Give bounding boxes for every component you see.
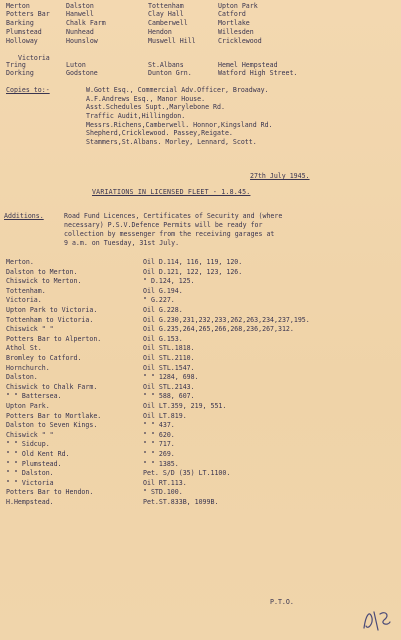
fleet-row-vehicles: Oil D.114, 116, 119, 120.: [143, 258, 243, 266]
fleet-row-vehicles: " " 1284, 698.: [143, 373, 199, 382]
garage-cell: Clay Hall: [148, 10, 184, 18]
fleet-row-garage: Chiswick to Merton.: [6, 277, 82, 286]
additions-line: Road Fund Licences, Certificates of Security and (where: [64, 212, 283, 220]
holloway-subnote: Victoria: [18, 54, 50, 62]
garage-cell: Plumstead: [6, 28, 42, 36]
garage-cell: Upton Park: [218, 2, 258, 10]
garage-cell: Merton: [6, 2, 30, 10]
fleet-row-vehicles: " D.124, 125.: [143, 277, 195, 286]
fleet-row-garage: Chiswick " ": [6, 325, 54, 334]
copies-line: Messrs.Richens,Camberwell. Honnor,Kingsland Rd.: [86, 121, 273, 129]
copies-line: Stammers,St.Albans. Morley, Lennard, Scott.: [86, 138, 257, 146]
copies-line: Traffic Audit,Hillingdon.: [86, 112, 186, 120]
fleet-row-vehicles: Oil G.235,264,265,266,268,236,267,312.: [143, 325, 294, 334]
fleet-row-garage: Chiswick to Chalk Farm.: [6, 382, 98, 391]
additions-line: 9 a.m. on Tuesday, 31st July.: [64, 239, 180, 247]
garage-cell: Dalston: [66, 2, 94, 10]
fleet-row-vehicles: Oil LT.359, 219, 551.: [143, 402, 227, 410]
garage-cell: Nunhead: [66, 28, 94, 36]
fleet-row-vehicles: Oil STL.1547.: [143, 363, 195, 372]
garage-cell: Hemel Hempstead: [218, 61, 278, 69]
garage-cell: Hendon: [148, 28, 172, 36]
fleet-row-garage: H.Hempstead.: [6, 498, 54, 506]
fleet-row-vehicles: " " 437.: [143, 421, 175, 430]
fleet-row-garage: " " Dalston.: [6, 469, 54, 478]
garage-cell: Dorking: [6, 69, 34, 77]
fleet-row-garage: Dalston to Seven Kings.: [6, 421, 98, 430]
fleet-row-garage: " " Old Kent Rd.: [6, 450, 70, 458]
garage-cell: Hounslow: [66, 37, 98, 45]
fleet-row-vehicles: " STD.100.: [143, 488, 183, 497]
fleet-row-garage: Potters Bar to Alperton.: [6, 334, 102, 343]
additions-line: necessary) P.S.V.Defence Permits will be ready for: [64, 221, 263, 229]
additions-line: collection by messenger from the receiving garages at: [64, 230, 275, 238]
fleet-row-vehicles: Oil STL.1818.: [143, 344, 195, 353]
garage-cell: Muswell Hill: [148, 37, 196, 45]
fleet-row-garage: Dalston to Merton.: [6, 267, 78, 276]
fleet-row-vehicles: Oil D.121, 122, 123, 126.: [143, 267, 243, 276]
fleet-row-vehicles: Pet. S/D (35) LT.1100.: [143, 469, 231, 478]
fleet-row-garage: " " Battersea.: [6, 392, 62, 401]
garage-cell: Camberwell: [148, 19, 188, 27]
copies-line: Shepherd,Cricklewood. Passey,Reigate.: [86, 129, 233, 137]
fleet-row-garage: Potters Bar to Hendon.: [6, 488, 94, 497]
fleet-row-vehicles: Oil RT.113.: [143, 478, 187, 487]
fleet-row-garage: " " Plumstead.: [6, 459, 62, 468]
document-date: 27th July 1945.: [250, 172, 310, 180]
fleet-row-vehicles: Pet.ST.833B, 1099B.: [143, 498, 219, 506]
garage-cell: Catford: [218, 10, 246, 18]
fleet-row-vehicles: " G.227.: [143, 296, 175, 305]
fleet-row-vehicles: " " 588, 607.: [143, 392, 195, 401]
fleet-row-vehicles: Oil G.153.: [143, 334, 183, 343]
fleet-row-garage: Merton.: [6, 258, 34, 266]
garage-cell: Willesden: [218, 28, 254, 36]
garage-cell: Tring: [6, 61, 26, 69]
garage-cell: Holloway: [6, 37, 38, 45]
fleet-row-vehicles: Oil G.228.: [143, 306, 183, 314]
copies-line: W.Gott Esq., Commercial Adv.Officer, Broadway.: [86, 86, 269, 94]
fleet-row-vehicles: Oil STL.2110.: [143, 354, 195, 362]
garage-cell: Hanwell: [66, 10, 94, 18]
fleet-row-garage: Upton Park.: [6, 402, 50, 410]
fleet-row-garage: Dalston.: [6, 373, 38, 382]
fleet-row-garage: " " Victoria: [6, 478, 54, 487]
garage-cell: Dunton Grn.: [148, 69, 192, 77]
garage-cell: Barking: [6, 19, 34, 27]
fleet-row-vehicles: " " 717.: [143, 440, 175, 449]
fleet-row-garage: " " Sidcup.: [6, 440, 50, 449]
copies-line: Asst.Schedules Supt.,Marylebone Rd.: [86, 103, 225, 111]
fleet-row-garage: Victoria.: [6, 296, 42, 305]
handwritten-mark-icon: [360, 604, 394, 634]
fleet-row-garage: Athol St.: [6, 344, 42, 353]
garage-cell: Watford High Street.: [218, 69, 298, 77]
fleet-row-garage: Chiswick " ": [6, 430, 54, 439]
fleet-row-garage: Hornchurch.: [6, 363, 50, 372]
document-title: VARIATIONS IN LICENSED FLEET - 1.8.45.: [92, 188, 251, 196]
fleet-row-vehicles: Oil STL.2143.: [143, 382, 195, 391]
fleet-row-vehicles: " " 620.: [143, 430, 175, 439]
garage-cell: Tottenham: [148, 2, 184, 10]
garage-cell: Potters Bar: [6, 10, 50, 18]
garage-cell: Godstone: [66, 69, 98, 77]
fleet-row-garage: Potters Bar to Mortlake.: [6, 411, 102, 420]
copies-line: A.F.Andrews Esq., Manor House.: [86, 95, 206, 103]
garage-cell: St.Albans: [148, 61, 184, 69]
garage-cell: Luton: [66, 61, 86, 69]
garage-cell: Mortlake: [218, 19, 250, 27]
fleet-row-garage: Bromley to Catford.: [6, 354, 82, 362]
fleet-row-vehicles: " " 269.: [143, 450, 175, 458]
fleet-row-garage: Tottenham to Victoria.: [6, 315, 94, 324]
copies-label: Copies to:-: [6, 86, 50, 94]
pto-note: P.T.O.: [270, 598, 294, 606]
garage-cell: Chalk Farm: [66, 19, 106, 27]
fleet-row-vehicles: Oil G.230,231,232,233,262,263,234,237,195.: [143, 315, 310, 324]
fleet-row-garage: Tottenham.: [6, 286, 46, 295]
fleet-row-garage: Upton Park to Victoria.: [6, 306, 98, 314]
garage-cell: Cricklewood: [218, 37, 262, 45]
fleet-row-vehicles: Oil G.194.: [143, 286, 183, 295]
additions-label: Additions.: [4, 212, 44, 220]
fleet-row-vehicles: " " 1385.: [143, 459, 179, 468]
fleet-row-vehicles: Oil LT.819.: [143, 411, 187, 420]
